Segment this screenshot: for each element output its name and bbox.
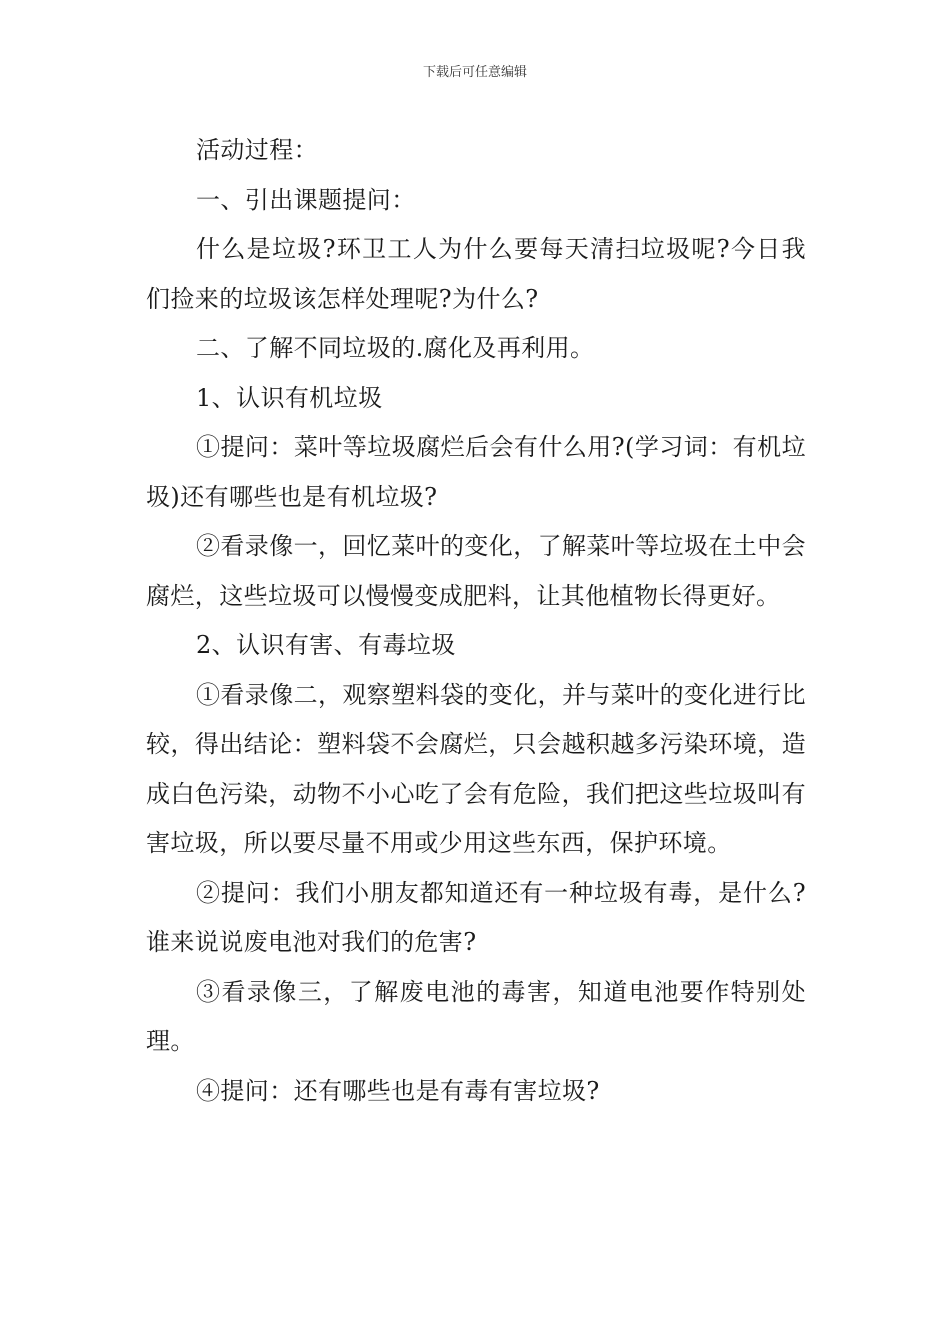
subheading-organic-garbage: 1、认识有机垃圾 [196,383,383,412]
subheading-harmful-toxic-garbage: 2、认识有害、有毒垃圾 [196,631,456,659]
paragraph: 什么是垃圾?环卫工人为什么要每天清扫垃圾呢?今日我们捡来的垃圾该怎样处理呢?为什么? [146,235,806,313]
page-header: 下载后可任意编辑 [422,65,527,80]
heading-introduce-topic: 一、引出课题提问： [196,185,416,214]
document-body [146,126,806,1116]
section-title-activity-process: 活动过程： [196,136,318,164]
paragraph: ②看录像一，回忆菜叶的变化，了解菜叶等垃圾在土中会腐烂，这些垃圾可以慢慢变成肥料，让其他植物长得更好。 [146,532,806,610]
paragraph: ④提问：还有哪些也是有毒有害垃圾? [196,1076,600,1105]
paragraph: ①提问：菜叶等垃圾腐烂后会有什么用?(学习词：有机垃圾)还有哪些也是有机垃圾? [146,433,806,511]
paragraph: ②提问：我们小朋友都知道还有一种垃圾有毒，是什么?谁来说说废电池对我们的危害? [146,878,806,956]
heading-garbage-decay-reuse: 二、了解不同垃圾的.腐化及再利用。 [196,334,595,362]
paragraph: ①看录像二，观察塑料袋的变化，并与菜叶的变化进行比较，得出结论：塑料袋不会腐烂，只会越积越多污染环境，造成白色污染，动物不小心吃了会有危险，我们把这些垃圾叫有害垃圾，所以要尽量不用或少用这些东西，保护环境。 [146,680,806,857]
paragraph: ③看录像三，了解废电池的毒害，知道电池要作特别处理。 [146,977,806,1055]
